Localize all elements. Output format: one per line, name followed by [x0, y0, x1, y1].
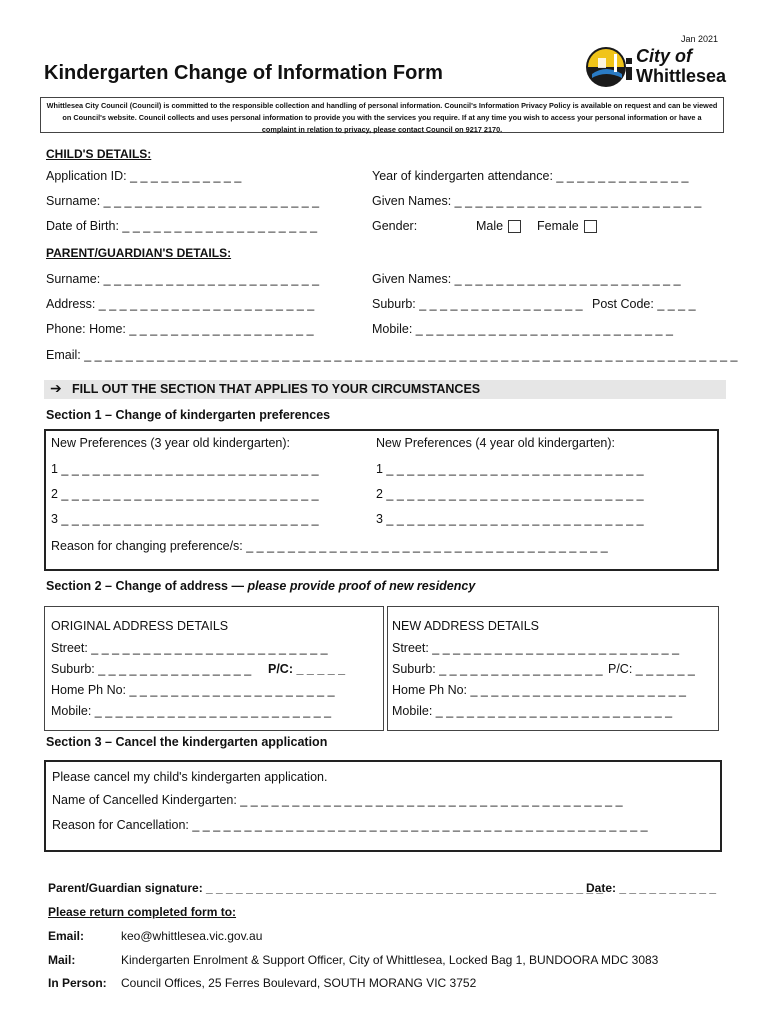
section2-title-main: Section 2 – Change of address — [46, 579, 244, 593]
pref-4yo-line-3[interactable]: 3 _ _ _ _ _ _ _ _ _ _ _ _ _ _ _ _ _ _ _ _ _ _ _ _ _ [376, 512, 644, 526]
return-mail-label: Mail: [48, 953, 76, 967]
return-in-person-label: In Person: [48, 976, 107, 990]
return-email-label: Email: [48, 929, 85, 943]
council-logo [584, 44, 734, 90]
original-suburb-field[interactable]: Suburb: _ _ _ _ _ _ _ _ _ _ _ _ _ _ _ [51, 662, 252, 676]
pref-4yo-line-2[interactable]: 2 _ _ _ _ _ _ _ _ _ _ _ _ _ _ _ _ _ _ _ _ _ _ _ _ _ [376, 487, 644, 501]
pref-4yo-heading: New Preferences (4 year old kindergarten): [376, 436, 616, 450]
post-code-field[interactable]: Post Code: _ _ _ _ [592, 297, 696, 311]
form-date: Jan 2021 [681, 34, 719, 44]
email-field[interactable]: Email: _ _ _ _ _ _ _ _ _ _ _ _ _ _ _ _ _ _ _ _ _ _ _ _ _ _ _ _ _ _ _ _ _ _ _ _ _ _ _ _ _ _ _ _ _ _ _ _ _ _ _ _ _ _ _ _ _ _ _ _ _ _ _ [46, 348, 738, 362]
new-address-heading: NEW ADDRESS DETAILS [392, 619, 540, 633]
year-of-attendance-field[interactable]: Year of kindergarten attendance: _ _ _ _ _ _ _ _ _ _ _ _ _ [372, 169, 689, 183]
instruction-banner-text: FILL OUT THE SECTION THAT APPLIES TO YOUR CIRCUMSTANCES [72, 382, 481, 396]
male-label: Male [476, 219, 504, 233]
original-home-phone-field[interactable]: Home Ph No: _ _ _ _ _ _ _ _ _ _ _ _ _ _ _ _ _ _ _ _ [51, 683, 335, 697]
page-title: Kindergarten Change of Information Form [44, 62, 443, 84]
new-mobile-field[interactable]: Mobile: _ _ _ _ _ _ _ _ _ _ _ _ _ _ _ _ _ _ _ _ _ _ _ [392, 704, 673, 718]
return-email-link[interactable]: keo@whittlesea.vic.gov.au [121, 929, 263, 943]
gender-female-option[interactable] [537, 219, 597, 233]
pref-3yo-heading: New Preferences (3 year old kindergarten): [51, 436, 291, 450]
pref-3yo-line-2[interactable]: 2 _ _ _ _ _ _ _ _ _ _ _ _ _ _ _ _ _ _ _ _ _ _ _ _ _ [51, 487, 319, 501]
new-street-field[interactable]: Street: _ _ _ _ _ _ _ _ _ _ _ _ _ _ _ _ _ _ _ _ _ _ _ _ [392, 641, 680, 655]
signature-date-field[interactable]: Date: _ _ _ _ _ _ _ _ _ _ [586, 881, 717, 895]
male-checkbox[interactable] [508, 220, 521, 233]
cancelled-kindergarten-field[interactable]: Name of Cancelled Kindergarten: _ _ _ _ _ _ _ _ _ _ _ _ _ _ _ _ _ _ _ _ _ _ _ _ _ _ _ _ _ _ _ _ _ _ _ _ _ [52, 793, 623, 807]
child-given-names-field[interactable]: Given Names: _ _ _ _ _ _ _ _ _ _ _ _ _ _ _ _ _ _ _ _ _ _ _ _ [372, 194, 702, 208]
child-surname-field[interactable]: Surname: _ _ _ _ _ _ _ _ _ _ _ _ _ _ _ _ _ _ _ _ _ [46, 194, 320, 208]
original-postcode-field[interactable]: P/C: _ _ _ _ _ [268, 662, 346, 676]
pref-3yo-line-3[interactable]: 3 _ _ _ _ _ _ _ _ _ _ _ _ _ _ _ _ _ _ _ _ _ _ _ _ _ [51, 512, 319, 526]
return-heading: Please return completed form to: [48, 905, 237, 919]
council-emblem-icon [584, 44, 632, 90]
parent-surname-field[interactable]: Surname: _ _ _ _ _ _ _ _ _ _ _ _ _ _ _ _ _ _ _ _ _ [46, 272, 320, 286]
pref-4yo-line-1[interactable]: 1 _ _ _ _ _ _ _ _ _ _ _ _ _ _ _ _ _ _ _ _ _ _ _ _ _ [376, 462, 644, 476]
female-label: Female [537, 219, 579, 233]
new-suburb-field[interactable]: Suburb: _ _ _ _ _ _ _ _ _ _ _ _ _ _ _ _ [392, 662, 603, 676]
suburb-field[interactable]: Suburb: _ _ _ _ _ _ _ _ _ _ _ _ _ _ _ _ [372, 297, 583, 311]
original-street-field[interactable]: Street: _ _ _ _ _ _ _ _ _ _ _ _ _ _ _ _ _ _ _ _ _ _ _ [51, 641, 328, 655]
reason-changing-preference-field[interactable]: Reason for changing preference/s: _ _ _ _ _ _ _ _ _ _ _ _ _ _ _ _ _ _ _ _ _ _ _ _ _ _ _ _ _ _ _ _ _ _ _ [51, 539, 608, 553]
section2-title [46, 579, 475, 593]
mobile-field[interactable]: Mobile: _ _ _ _ _ _ _ _ _ _ _ _ _ _ _ _ _ _ _ _ _ _ _ _ _ [372, 322, 673, 336]
date-of-birth-field[interactable]: Date of Birth: _ _ _ _ _ _ _ _ _ _ _ _ _ _ _ _ _ _ _ [46, 219, 318, 233]
application-id-field[interactable]: Application ID: _ _ _ _ _ _ _ _ _ _ _ [46, 169, 242, 183]
gender-male-option[interactable] [476, 219, 521, 233]
home-phone-field[interactable]: Phone: Home: _ _ _ _ _ _ _ _ _ _ _ _ _ _ _ _ _ _ [46, 322, 314, 336]
return-in-person-address: Council Offices, 25 Ferres Boulevard, SOUTH MORANG VIC 3752 [121, 976, 477, 990]
new-home-phone-field[interactable]: Home Ph No: _ _ _ _ _ _ _ _ _ _ _ _ _ _ _ _ _ _ _ _ _ [392, 683, 686, 697]
section3-title: Section 3 – Cancel the kindergarten application [46, 735, 328, 749]
pref-3yo-line-1[interactable]: 1 _ _ _ _ _ _ _ _ _ _ _ _ _ _ _ _ _ _ _ _ _ _ _ _ _ [51, 462, 319, 476]
parent-given-names-field[interactable]: Given Names: _ _ _ _ _ _ _ _ _ _ _ _ _ _ _ _ _ _ _ _ _ _ [372, 272, 681, 286]
signature-field[interactable]: Parent/Guardian signature: _ _ _ _ _ _ _ _ _ _ _ _ _ _ _ _ _ _ _ _ _ _ _ _ _ _ _ _ _ _ _ _ _ _ _ _ _ _ _ _ [48, 881, 604, 895]
address-field[interactable]: Address: _ _ _ _ _ _ _ _ _ _ _ _ _ _ _ _ _ _ _ _ _ [46, 297, 315, 311]
logo-text-whittlesea: Whittlesea [636, 66, 727, 86]
return-mail-address: Kindergarten Enrolment & Support Officer, City of Whittlesea, Locked Bag 1, BUNDOORA MDC 3083 [121, 953, 659, 967]
gender-label: Gender: [372, 219, 418, 233]
cancellation-reason-field[interactable]: Reason for Cancellation: _ _ _ _ _ _ _ _ _ _ _ _ _ _ _ _ _ _ _ _ _ _ _ _ _ _ _ _ _ _ _ _ _ _ _ _ _ _ _ _ _ _ _ _ [52, 818, 648, 832]
new-postcode-field[interactable]: P/C: _ _ _ _ _ _ [608, 662, 695, 676]
parent-details-heading: PARENT/GUARDIAN'S DETAILS: [46, 246, 232, 260]
original-mobile-field[interactable]: Mobile: _ _ _ _ _ _ _ _ _ _ _ _ _ _ _ _ _ _ _ _ _ _ _ [51, 704, 332, 718]
arrow-right-icon: ➔ [50, 380, 62, 396]
original-address-heading: ORIGINAL ADDRESS DETAILS [51, 619, 229, 633]
cancel-statement: Please cancel my child's kindergarten application. [52, 770, 328, 784]
section1-title: Section 1 – Change of kindergarten preferences [46, 408, 331, 422]
privacy-notice: Whittlesea City Council (Council) is committed to the responsible collection and handling of personal information. Council's Information Privacy Policy is available on request and can be viewed on Council's website. Council collects and uses personal information to provide you with the services you require. If at any time you wish to access your personal information or have a complaint in relation to privacy, please contact Council on 9217 2170. [40, 97, 724, 133]
childs-details-heading: CHILD'S DETAILS: [46, 147, 152, 161]
female-checkbox[interactable] [584, 220, 597, 233]
logo-text-city-of: City of [636, 46, 692, 66]
section2-title-note: please provide proof of new residency [247, 579, 476, 593]
